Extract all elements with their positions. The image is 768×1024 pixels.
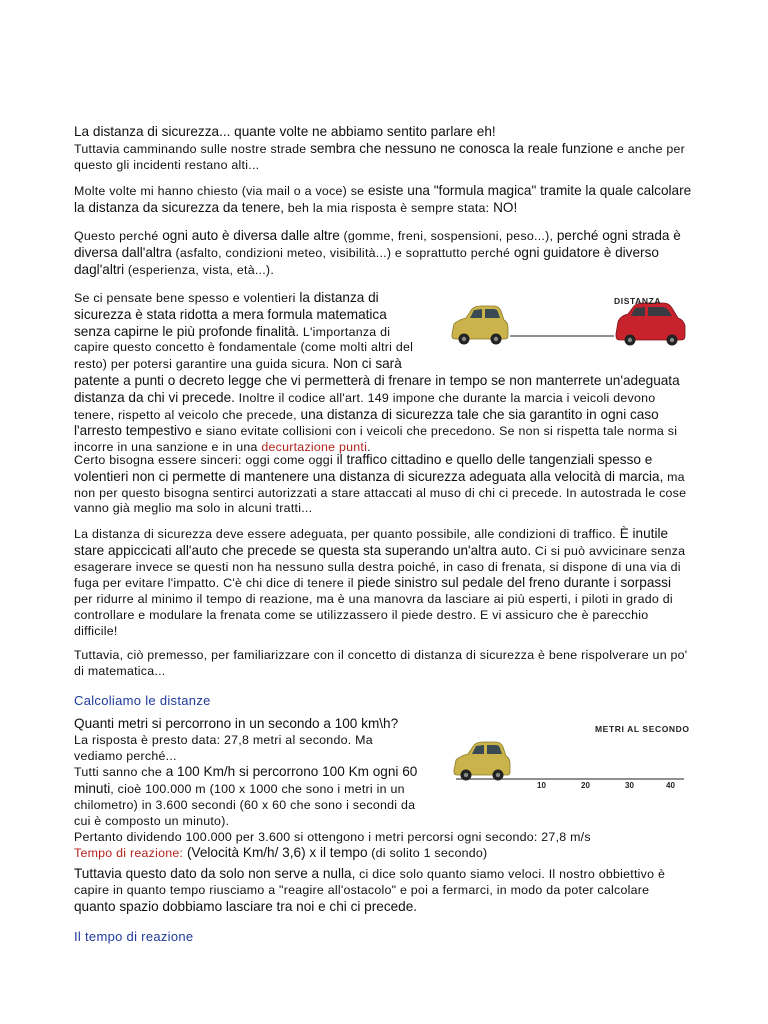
tick-label: 10	[537, 781, 546, 790]
text-run: piede sinistro sul pedale del freno durante i sorpassi	[357, 575, 671, 591]
text-run: Tuttavia, ciò premesso, per familiarizzare con il concetto di distanza di sicurezza è bene rispolverare un po' di matematica...	[74, 648, 688, 678]
text-run: esiste una "formula magica" tramite la quale calcolare la distanza da sicurezza da tenere,	[74, 183, 692, 215]
math-intro-paragraph	[74, 648, 692, 680]
text-run: ci dice solo quanto siamo veloci. Il nostro obbiettivo è capire in quanto tempo riusciamo a "reagire all'ostacolo" e poi a fermarci, in modo da poter calcolare	[74, 867, 666, 897]
text-run: L'importanza di capire questo concetto è fondamentale (come molti altri del resto) per potersi garantire una guida sicura.	[74, 324, 414, 372]
text-run[interactable]: Tempo di reazione:	[74, 846, 184, 861]
text-run: Se ci pensate bene spesso e volentieri	[74, 291, 300, 305]
text-run: ma non per questo bisogna sentirci autorizzati a stare attaccati al muso di chi ci precede. In autostrada le cose vanno già meglio ma solo in alcuni tratti...	[74, 469, 687, 516]
text-run: (gomme, freni, sospensioni, peso...),	[339, 229, 557, 243]
text-run: NO!	[493, 199, 518, 215]
text-run: quanto spazio dobbiamo lasciare tra noi e chi ci precede.	[74, 898, 418, 914]
text-run: una distanza di sicurezza tale che sia garantito in ogni caso l'arresto tempestivo	[74, 406, 659, 439]
text-run: perché ogni strada è diversa dall'altra	[74, 228, 681, 260]
traffic-paragraph	[74, 452, 692, 517]
text-run[interactable]: decurtazione punti	[261, 440, 368, 455]
tick-label: 20	[581, 781, 590, 790]
text-run: Tuttavia questo dato da solo non serve a nulla,	[74, 866, 356, 881]
text-run: a 100 Km/h si percorrono 100 Km ogni 60 minuti	[74, 764, 418, 797]
text-run: La risposta è presto data: 27,8 metri al secondo. Ma vediamo perché...	[74, 732, 373, 763]
text-run: Certo bisogna essere sinceri: oggi come oggi	[74, 453, 337, 467]
heading-tempo-reazione[interactable]: Il tempo di reazione	[74, 929, 194, 944]
text-run: Questo perché	[74, 229, 163, 243]
meters-figure-label: METRI AL SECONDO	[595, 724, 690, 734]
text-run: Tuttavia camminando sulle nostre strade	[74, 141, 311, 156]
text-run: sembra che nessuno ne conosca la reale funzione	[310, 140, 614, 156]
tick-label: 30	[625, 781, 634, 790]
text-run: .	[367, 440, 371, 455]
text-run: ogni guidatore è diverso dagl'altri	[74, 244, 659, 277]
text-run: la distanza di sicurezza è stata ridotta a mera formula matematica senza capirne le più profonde finalità.	[74, 290, 387, 339]
text-run: (Velocità Km/h/ 3,6) x il tempo	[183, 845, 368, 861]
adequate-distance-paragraph	[74, 526, 692, 640]
text-run: È inutile stare appiccicati all'auto che precede se questa sta superando un'altra auto.	[74, 526, 669, 558]
formula-paragraph	[74, 183, 692, 217]
text-run: Molte volte mi hanno chiesto (via mail o a voce) se	[74, 184, 368, 198]
figure-float-spacer	[424, 290, 692, 369]
intro-paragraph	[74, 124, 692, 173]
text-run: Quanti metri si percorrono in un secondo a 100 km\h?	[74, 716, 399, 731]
text-run: il traffico cittadino e quello delle tangenziali spesso e volentieri non ci permette di mantenere una distanza di sicurezza adeguata alla velocità di marcia,	[74, 452, 664, 484]
objective-paragraph	[74, 866, 692, 915]
text-run: ogni auto è diversa dalle altre	[162, 228, 340, 243]
importance-paragraph	[74, 290, 692, 456]
text-run: (di solito 1 secondo)	[367, 846, 488, 861]
text-run: Pertanto dividendo 100.000 per 3.600 si ottengono i metri percorsi ogni secondo: 27,8 m/s	[74, 829, 591, 844]
text-run: Tutti sanno che	[74, 765, 166, 780]
text-run: (esperienza, vista, età...).	[124, 262, 275, 277]
text-run: Inoltre il codice all'art. 149 impone che durante la marcia i veicoli devono tenere, rispetto al veicolo che precede,	[74, 390, 656, 422]
text-run: (asfalto, condizioni meteo, visibilità...) e soprattutto perché	[171, 245, 514, 260]
text-run: per ridurre al minimo il tempo di reazione, ma è una manovra da lasciare ai più esperti, i piloti in grado di controllare e modulare la frenata come se utilizzassero il piede destro. E vi assicuro che è parecchio difficile!	[74, 592, 673, 638]
tick-label: 40	[666, 781, 675, 790]
text-run: La distanza di sicurezza... quante volte ne abbiamo sentito parlare eh!	[74, 124, 496, 139]
distance-figure-label: DISTANZA	[614, 296, 662, 306]
figure-float-spacer	[424, 716, 692, 825]
text-run: beh la mia risposta è sempre stata:	[284, 200, 494, 215]
text-run: e anche per questo gli incidenti restano alti...	[74, 141, 686, 172]
differences-paragraph	[74, 228, 692, 278]
text-run: La distanza di sicurezza deve essere adeguata, per quanto possibile, alle condizioni di traffico.	[74, 527, 620, 541]
text-run: e siano evitate collisioni con i veicoli che precedono. Se non si rispetta tale norma si incorre in una sanzione e in una	[74, 424, 678, 455]
text-run: , cioè 100.000 m (100 x 1000 che sono i metri in un chilometro) in 3.600 secondi (60 x 60 che sono i secondi da cui è composto un minuto).	[74, 782, 416, 828]
text-run: Ci si può avvicinare senza esagerare invece se questi non ha nessuno sulla destra poiché, in caso di frenata, si dispone di una via di fuga per evitare l'impatto. C'è chi dice di tenere il	[74, 543, 686, 591]
heading-calcoliamo[interactable]: Calcoliamo le distanze	[74, 693, 211, 708]
speed-calculation-paragraph	[74, 716, 692, 862]
text-run: Non ci sarà patente a punti o decreto legge che vi permetterà di frenare in tempo se non manterrete un'adeguata distanza da chi vi precede.	[74, 356, 680, 405]
